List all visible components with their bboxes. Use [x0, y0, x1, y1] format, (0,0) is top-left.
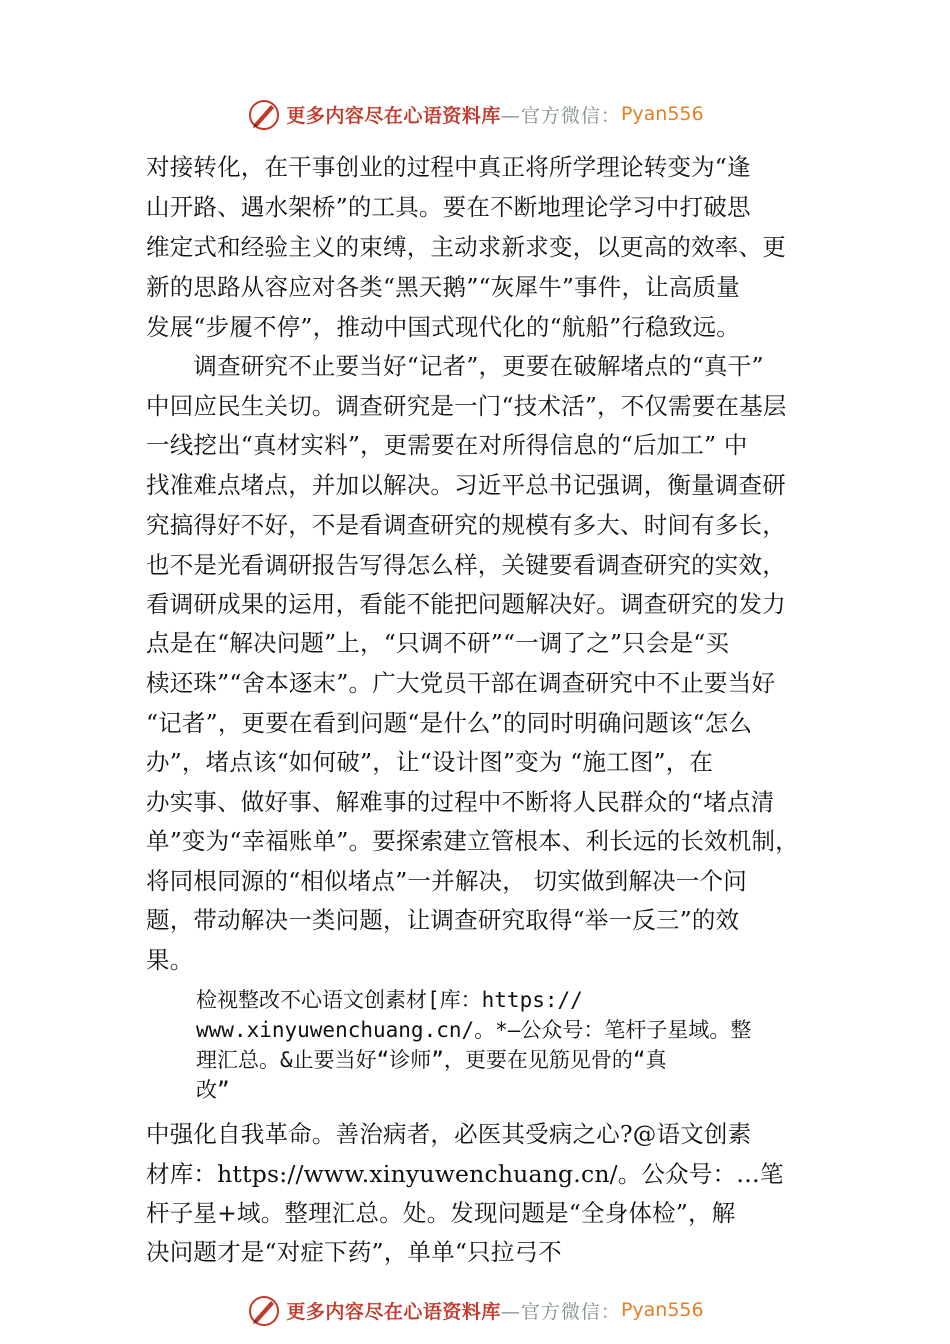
inset-line: 检视整改不心语文创素材[库：https:// — [196, 988, 583, 1012]
inset-line: 理汇总。&止要当好“诊师”，更要在见筋见骨的“真 — [196, 1048, 667, 1072]
body-line: 也不是光看调研报告写得怎么样，关键要看调查研究的实效， — [146, 551, 786, 579]
body-line: 单”变为“幸福账单”。要探索建立管根本、利长远的长效机制， — [146, 827, 799, 855]
body-line: 看调研成果的运用，看能不能把问题解决好。调查研究的发力 — [146, 590, 786, 618]
body-line: 发展“步履不停”，推动中国式现代化的“航船”行稳致远。 — [146, 313, 740, 341]
header-watermark-banner — [0, 94, 950, 134]
body-line: 点是在“解决问题”上，“只调不研”“一调了之”只会是“买 — [146, 629, 730, 657]
body-line: 一线挖出“真材实料”，更需要在对所得信息的“后加工” 中 — [146, 431, 748, 459]
tail-line: 材库：https://www.xinyuwenchuang.cn/。公众号：…笔 — [146, 1160, 784, 1188]
body-line: 椟还珠”“舍本逐末”。广大党员干部在调查研究中不止要当好 — [146, 669, 776, 697]
body-line: 山开路、遇水架桥”的工具。要在不断地理论学习中打破思 — [146, 193, 751, 221]
tail-line: 决问题才是“对症下药”，单单“只拉弓不 — [146, 1238, 562, 1266]
body-line: 果。 — [146, 946, 194, 974]
banner-wechat-id: Pyan556 — [620, 1299, 704, 1321]
body-line: 究搞得好不好，不是看调查研究的规模有多大、时间有多长， — [146, 511, 786, 539]
body-line: 找准难点堵点，并加以解决。习近平总书记强调，衡量调查研 — [146, 471, 786, 499]
body-line: 中回应民生关切。调查研究是一门“技术活”，不仅需要在基层 — [146, 392, 787, 420]
body-line: 办”，堵点该“如何破”，让“设计图”变为 “施工图”，在 — [146, 748, 714, 776]
banner-main-text: 更多内容尽在心语资料库 — [286, 1300, 501, 1323]
banner-sub-text: —官方微信： — [500, 1300, 621, 1323]
body-line: 维定式和经验主义的束缚，主动求新求变，以更高的效率、更 — [146, 233, 786, 261]
banner-sub-text: —官方微信： — [500, 104, 621, 127]
footer-watermark-banner — [0, 1290, 950, 1330]
pen-logo-icon — [246, 96, 282, 132]
inset-line: 改” — [196, 1078, 230, 1102]
body-line: 题，带动解决一类问题，让调查研究取得“举一反三”的效 — [146, 906, 740, 934]
tail-line: 杆子星+域。整理汇总。处。发现问题是“全身体检”，解 — [146, 1199, 736, 1227]
body-line: 对接转化，在干事创业的过程中真正将所学理论转变为“逢 — [146, 153, 751, 181]
body-line: 将同根同源的“相似堵点”一并解决， 切实做到解决一个问 — [146, 867, 747, 895]
banner-wechat-id: Pyan556 — [620, 103, 704, 125]
body-line: 调查研究不止要当好“记者”，更要在破解堵点的“真干” — [146, 352, 764, 380]
body-line: 新的思路从容应对各类“黑天鹅”“灰犀牛”事件，让高质量 — [146, 273, 740, 301]
body-line: “记者”，更要在看到问题“是什么”的同时明确问题该“怎么 — [146, 709, 753, 737]
banner-main-text: 更多内容尽在心语资料库 — [286, 104, 501, 127]
tail-line: 中强化自我革命。善治病者，必医其受病之心?@语文创素 — [146, 1120, 752, 1148]
inset-line: www.xinyuwenchuang.cn/。*—公众号：笔杆子星域。整 — [196, 1018, 752, 1042]
pen-logo-icon — [246, 1292, 282, 1328]
body-line: 办实事、做好事、解难事的过程中不断将人民群众的“堵点清 — [146, 788, 775, 816]
